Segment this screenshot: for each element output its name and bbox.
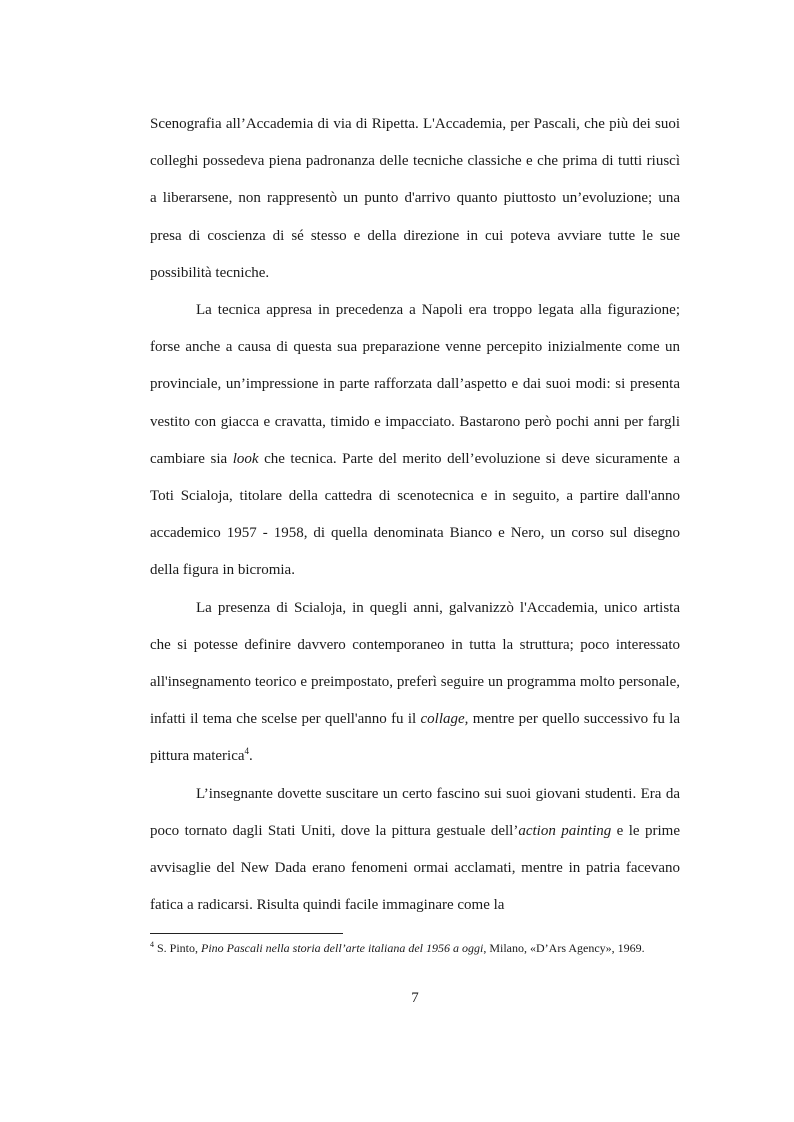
paragraph-3	[150, 590, 680, 776]
footnote	[150, 940, 698, 957]
paragraph-3-italic: collage,	[420, 711, 469, 728]
footnote-title: Pino Pascali nella storia dell’arte italiana del 1956 a oggi	[201, 941, 484, 955]
body-text	[150, 106, 680, 924]
paragraph-3-text-c: .	[249, 748, 253, 765]
footnote-reference[interactable]: 4	[244, 746, 250, 757]
paragraph-2-text-b: che tecnica. Parte del merito dell’evoluzione si deve sicuramente a Toti Scialoja, titolare della cattedra di scenotecnica e in seguito, a partire dall'anno accademico 1957 - 1958, di quella denominata Bianco e Nero, un corso sul disegno della figura in bicromia.	[150, 450, 680, 579]
footnote-author: S. Pinto,	[154, 941, 202, 955]
paragraph-4-italic: action painting	[518, 822, 612, 839]
paragraph-4-text-a: L’insegnante dovette suscitare un certo fascino sui suoi giovani studenti. Era da poco tornato dagli Stati Uniti, dove la pittura gestuale dell’	[150, 785, 680, 839]
footnote-number: 4	[150, 940, 154, 949]
paragraph-4-text-b: e le prime avvisaglie del New Dada erano fenomeni ormai acclamati, mentre in patria facevano fatica a radicarsi. Risulta quindi facile immaginare come la	[150, 822, 680, 914]
footnote-separator	[150, 933, 343, 934]
paragraph-3-text-a: La presenza di Scialoja, in quegli anni, galvanizzò l'Accademia, unico artista che si potesse definire davvero contemporaneo in tutta la struttura; poco interessato all'insegnamento teorico e preimpostato, preferì seguire un programma molto personale, infatti il tema che scelse per quell'anno fu il	[150, 599, 680, 728]
paragraph-3-text-b: mentre per quello successivo fu la pittura materica	[150, 711, 681, 765]
paragraph-2-italic: look	[232, 450, 259, 467]
page-number: 7	[411, 990, 419, 1006]
paragraph-4	[150, 776, 680, 925]
footnote-publication: , Milano, «D’Ars Agency», 1969.	[483, 941, 645, 955]
paragraph-2-text-a: La tecnica appresa in precedenza a Napoli era troppo legata alla figurazione; forse anche a causa di questa sua preparazione venne percepito inizialmente come un provinciale, un’impressione in parte rafforzata dall’aspetto e dai suoi modi: si presenta vestito con giacca e cravatta, timido e impacciato. Bastarono però pochi anni per fargli cambiare sia	[150, 302, 680, 467]
paragraph-2	[150, 292, 680, 590]
paragraph-1: Scenografia all’Accademia di via di Ripetta. L'Accademia, per Pascali, che più dei suoi colleghi possedeva piena padronanza delle tecniche classiche e che prima di tutti riuscì a liberarsene, non rappresentò un punto d'arrivo quanto piuttosto un’evoluzione; una presa di coscienza di sé stesso e della direzione in cui poteva avviare tutte le sue possibilità tecniche.	[150, 116, 680, 281]
